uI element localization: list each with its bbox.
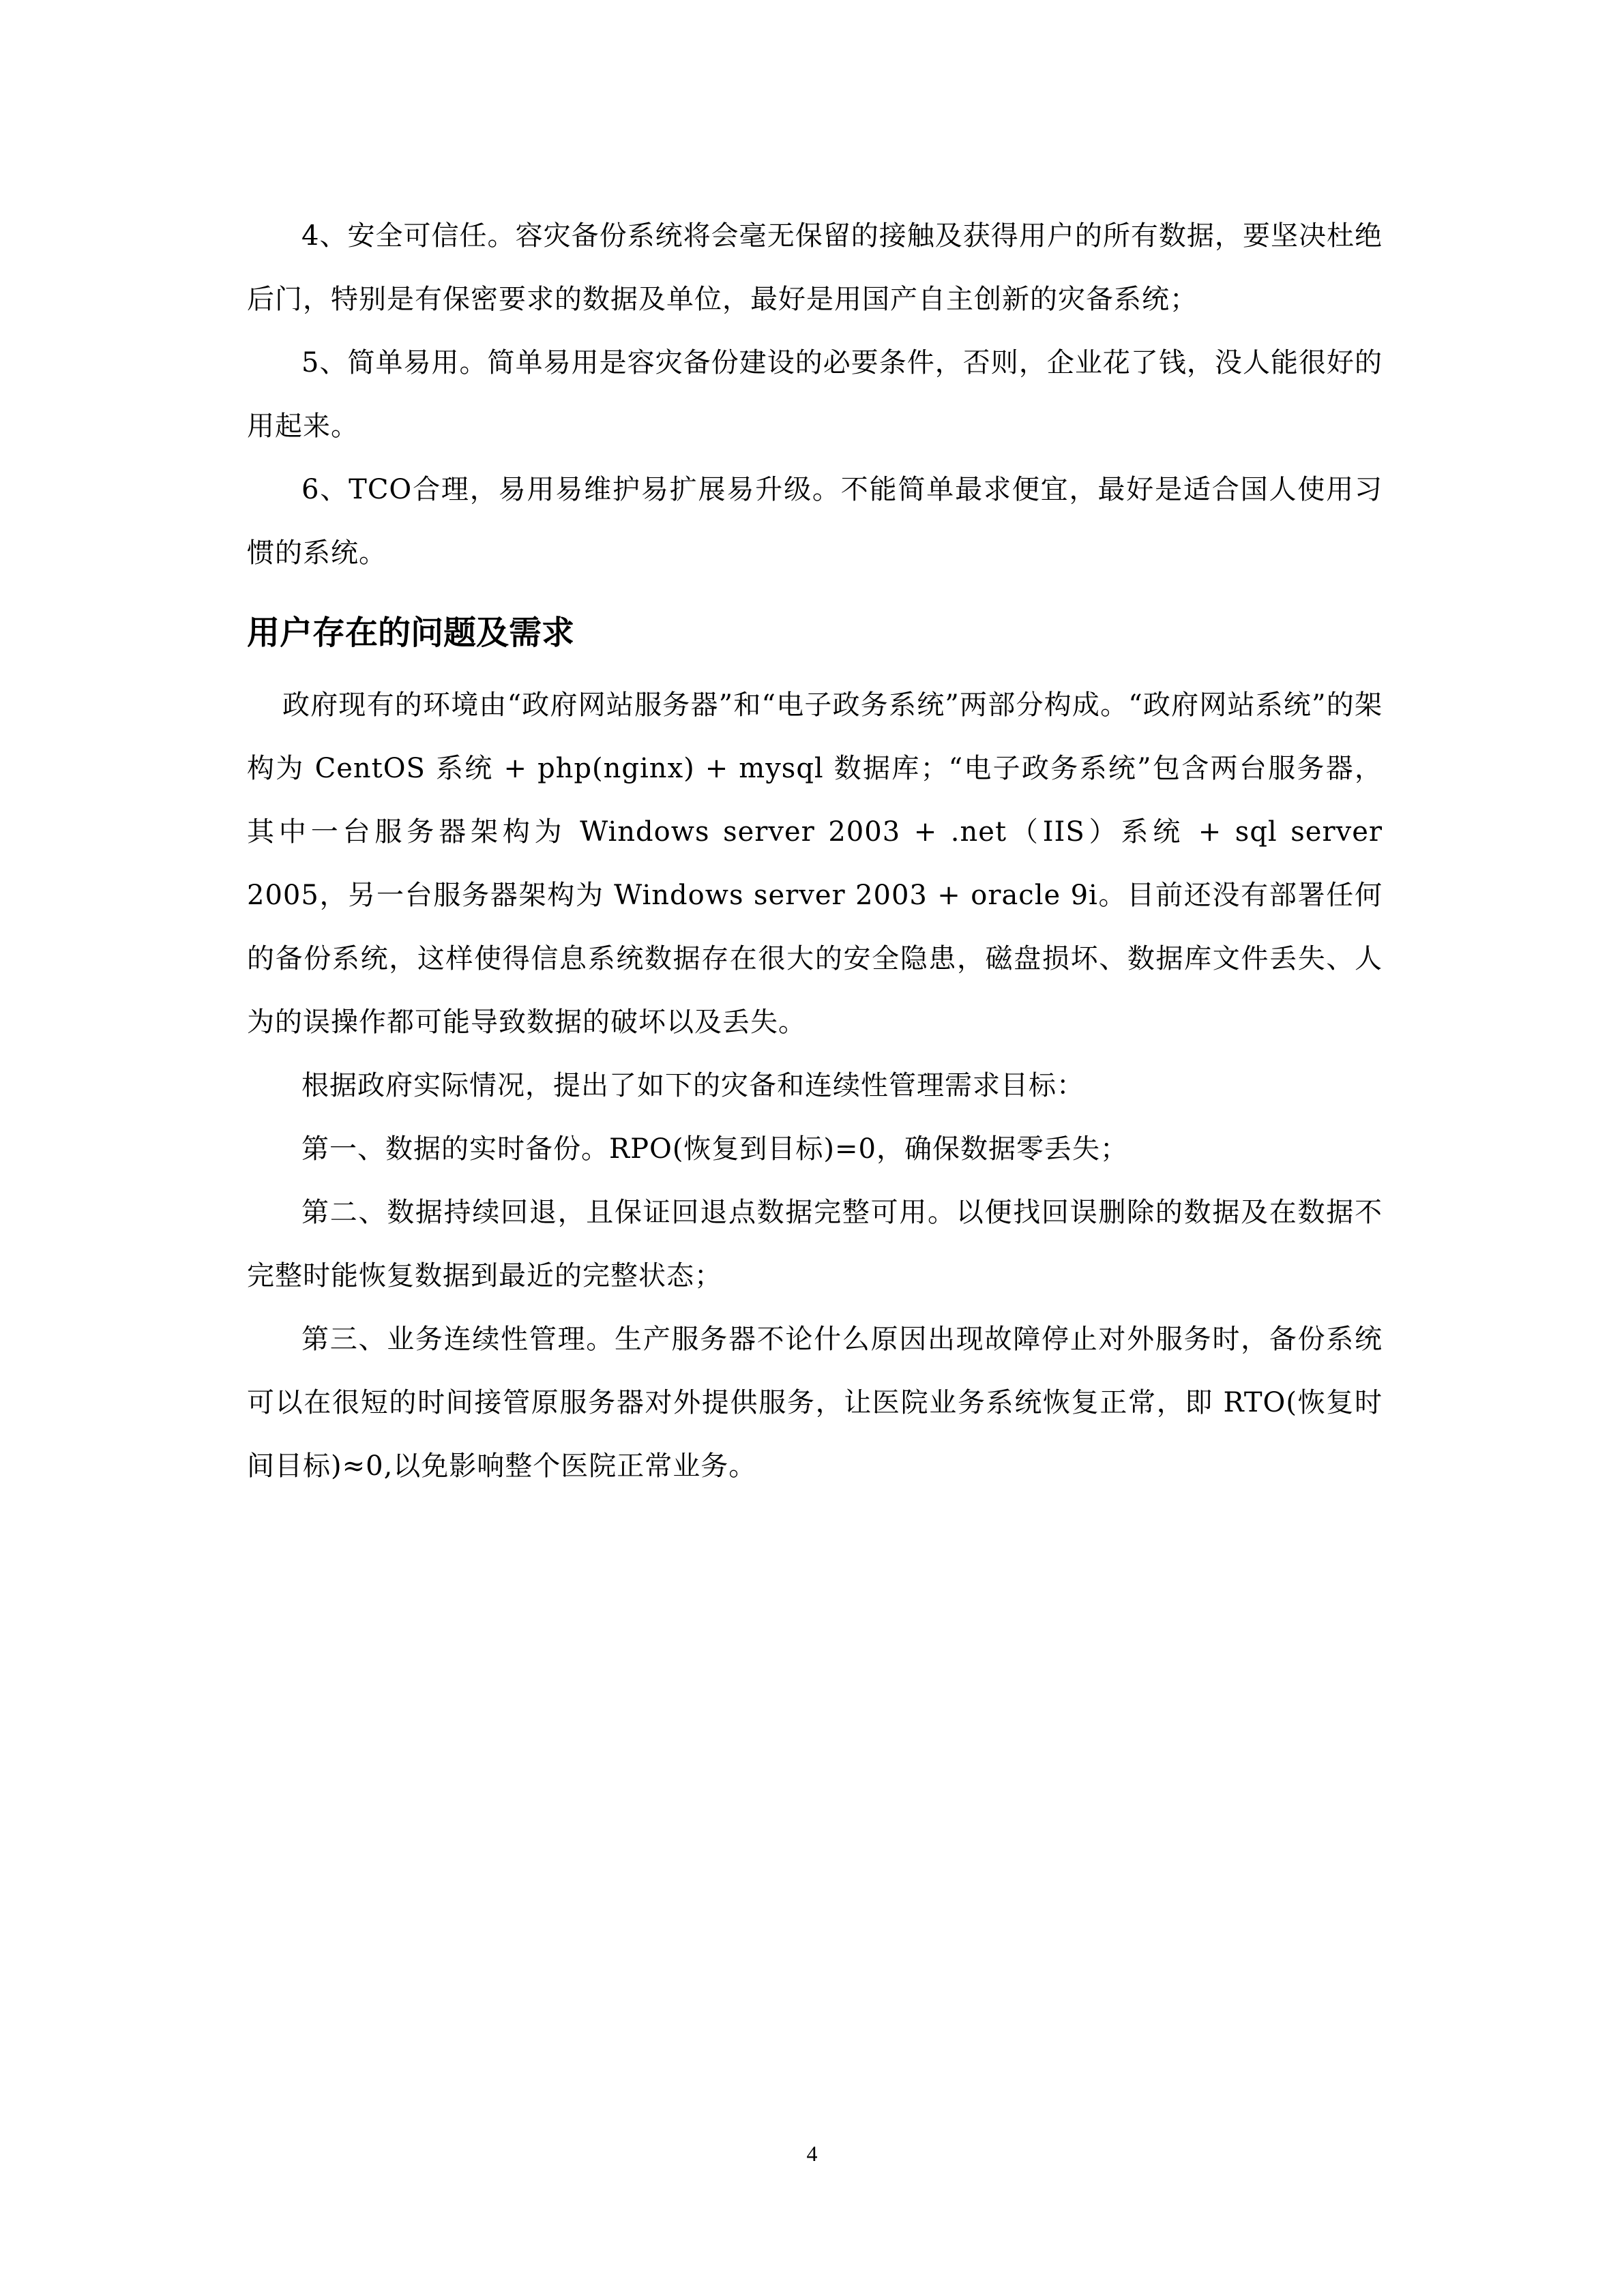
page-number: 4	[806, 2141, 818, 2166]
paragraph-goal-2: 第二、数据持续回退，且保证回退点数据完整可用。以便找回误删除的数据及在数据不完整时能恢复数据到最近的完整状态；	[247, 1197, 1383, 1292]
paragraph-environment: 政府现有的环境由“政府网站服务器”和“电子政务系统”两部分构成。“政府网站系统”的架构为 CentOS 系统 + php(nginx) + mysql 数据库；“电子政务系统”包含两台服务器，其中一台服务器架构为 Windows server 2003 + .net（IIS）系统 + sql server 2005，另一台服务器架构为 Windows server 2003 + oracle 9i。目前还没有部署任何的备份系统，这样使得信息系统数据存在很大的安全隐患，磁盘损坏、数据库文件丢失、人为的误操作都可能导致数据的破坏以及丢失。	[247, 689, 1383, 1038]
list-item-tco: 6、TCO合理，易用易维护易扩展易升级。不能简单最求便宜，最好是适合国人使用习惯的系统。	[247, 474, 1383, 569]
paragraph-goal-3: 第三、业务连续性管理。生产服务器不论什么原因出现故障停止对外服务时，备份系统可以在很短的时间接管原服务器对外提供服务，让医院业务系统恢复正常，即 RTO(恢复时间目标)≈0,以免影响整个医院正常业务。	[247, 1324, 1383, 1482]
list-item-usability: 5、简单易用。简单易用是容灾备份建设的必要条件，否则，企业花了钱，没人能很好的用起来。	[247, 347, 1383, 442]
list-item-security: 4、安全可信任。容灾备份系统将会毫无保留的接触及获得用户的所有数据，要坚决杜绝后门，特别是有保密要求的数据及单位，最好是用国产自主创新的灾备系统；	[247, 220, 1383, 315]
document-body	[247, 205, 1383, 1498]
section-heading: 用户存在的问题及需求	[247, 614, 575, 652]
paragraph-goal-1: 第一、数据的实时备份。RPO(恢复到目标)=0，确保数据零丢失；	[301, 1133, 1128, 1165]
paragraph-goals-intro: 根据政府实际情况，提出了如下的灾备和连续性管理需求目标：	[301, 1070, 1084, 1101]
